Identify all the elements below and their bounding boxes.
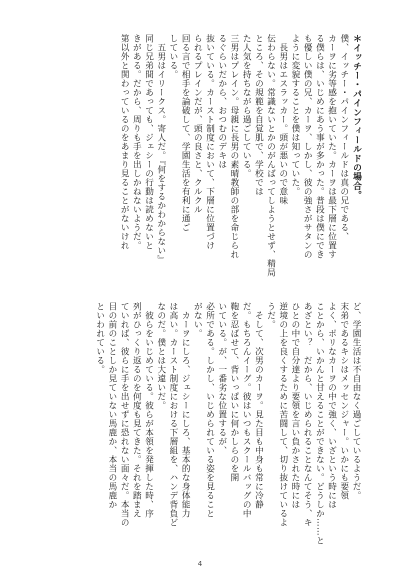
text-line: ひとの中で自分達より要領を言い負かされた時には [289, 302, 300, 509]
text-line: 伝わらない。常識ないとかのがんばってしようとせず、精局 [265, 34, 276, 277]
text-line: 末弟であるキシはメッセンジャー。いかにも要領 [338, 302, 349, 500]
lower-text-block [94, 302, 362, 545]
text-line: は高い。カースト制度における下層組を、ハンデ背負ど [167, 302, 178, 527]
text-line: ところ、その規範を自覚肌で、学校では [253, 34, 264, 196]
text-line: がない。 [192, 302, 203, 338]
text-line: あざとい？ だから、いじめられることなんてそう、キ [302, 302, 313, 527]
text-line: 長男はエスラッカー。頭が悪いので意味 [277, 34, 288, 205]
text-line: るぐらいだから、おつむのデキは [216, 34, 227, 169]
text-line: そして、次男のカーヲ。見た目も中身も常に冷静 [253, 302, 264, 509]
text-line: 彼らをいじめている。彼らが本領を発揮した時、序 [143, 302, 154, 518]
text-line: 三男はプレイン。母親に長男の素晴教師の部を命じられ [228, 34, 239, 259]
text-line: 回る言で相手を論破して、学園生活を有利に通ご [180, 34, 191, 232]
text-line: だ。もちろんイーグ。彼はいつもスクールバッグの中 [241, 302, 252, 518]
upper-text-block [118, 34, 362, 277]
text-line: 列がひっくり返るのを何度も見てきた。それを踏まえ [131, 302, 142, 518]
text-line: ど、学園生活は不自由なく過ごしているようだ。 [351, 302, 361, 500]
text-line: いている。が、一番劣な位置するが、 [216, 302, 227, 455]
text-line: なのだ。僕とは大違いだ。 [155, 302, 166, 410]
text-line: よく、ポリなカーヲの中で強く、いざという時には [326, 302, 337, 509]
text-line: ことから、いかんと甘えることができない。どうしか……と [314, 302, 325, 545]
text-line: うだ。 [265, 302, 276, 329]
section-title: ＊イッチー・パインフィールドの場合。 [351, 34, 361, 200]
text-line: ように変貌することを僕は知っていた。 [289, 34, 300, 196]
page-number: 4 [197, 560, 203, 568]
text-line: ていれば、彼らに手を出せずに恐れない面々だ。本当の [119, 302, 130, 527]
text-line: きがある。だから、周りも手を出しかねないようだ。 [131, 34, 142, 250]
text-line: カーヲにしろ、ジェシーにしろ、基本的な身体能力 [180, 302, 191, 518]
text-line: している。 [167, 34, 178, 79]
text-line: 鞄を忍ばせて、背いっぱいに何かしらのを開 [228, 302, 239, 482]
text-line: 抜いている。カースト制度において、下層に位置づけ [204, 34, 215, 250]
text-line: といわれている。 [94, 302, 105, 374]
text-line: 第以外と関わっているのをあまり見ることがないけれ [119, 34, 130, 250]
text-line: られるプレインだが、頭の良さと、クルクル [192, 34, 203, 214]
text-line: 必所である。しかし、いじめられている姿を見ること [204, 302, 215, 518]
text-line: る僕らは、いじめにあう事が多かった。普段は僕にでき [314, 34, 325, 259]
text-line: カーヲに劣等感を抱いていた。カーヲは最下層に位置す [326, 34, 337, 259]
text-line: た人気を持ちながら過ごしている。 [241, 34, 252, 178]
text-line: も優しい僕の兄、カーヲ、しかし、彼の強さがサタンの [302, 34, 313, 259]
text-line: 逆境の上を良くするために苦闘して、切り抜けているよ [277, 302, 288, 527]
text-line: 同じ兄弟間であっても、ジェシーの行動は読めないと [143, 34, 154, 250]
text-line: 五男はイリークス。寄人だ。『何をするかわからない』 [155, 34, 166, 264]
text-line: 目の前のことしか見ていない馬鹿か、本当の馬鹿か [106, 302, 117, 509]
text-line: 僕、イッチー・パインフィールドは真の兄である、 [338, 34, 349, 241]
